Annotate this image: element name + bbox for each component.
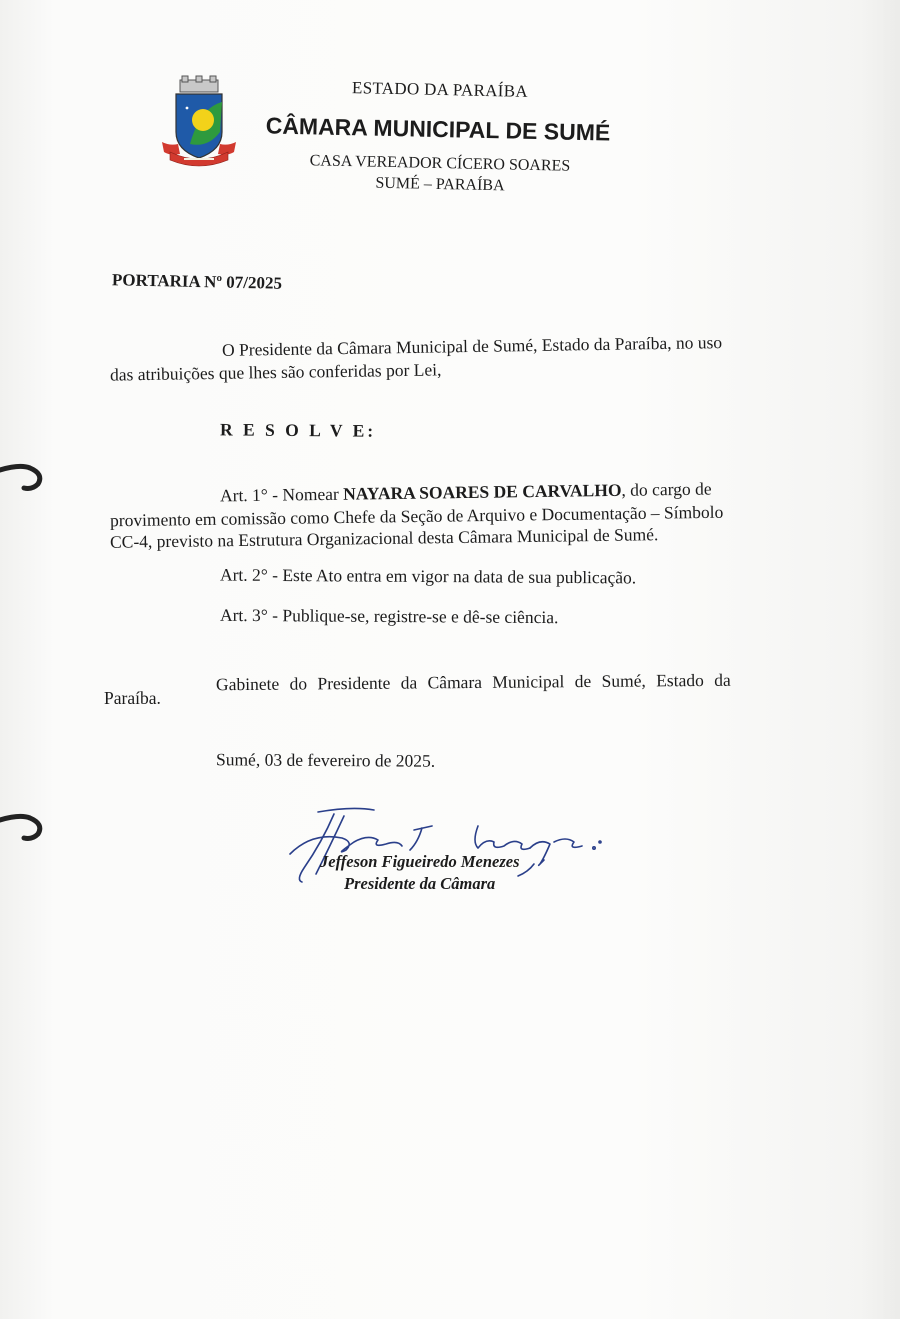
coat-of-arms-logo [160,74,238,168]
document-title: PORTARIA Nº 07/2025 [111,270,283,293]
header-institution: CÂMARA MUNICIPAL DE SUMÉ [265,112,611,146]
closing-line-2: Paraíba. [104,688,161,708]
binder-ring-icon [0,458,46,492]
article-1-line-2: provimento em comissão como Chefe da Seção de Arquivo e Documentação – Símbolo [109,501,724,531]
signer-name: Jeffeson Figueiredo Menezes [320,852,520,871]
article-1-line-3: CC-4, previsto na Estrutura Organizacional desta Câmara Municipal de Sumé. [109,524,659,552]
header-house: CASA VEREADOR CÍCERO SOARES [309,152,571,175]
header-state: ESTADO DA PARAÍBA [351,78,529,101]
preamble-line-2: das atribuições que lhes são conferidas por Lei, [109,359,442,385]
binder-ring-icon [0,808,46,842]
article-2: Art. 2° - Este Ato entra em vigor na data de sua publicação. [219,564,637,588]
preamble-line-1: O Presidente da Câmara Municipal de Sumé, Estado da Paraíba, no uso [221,332,723,360]
signer-role: Presidente da Câmara [344,874,496,893]
header-city: SUMÉ – PARAÍBA [375,174,505,195]
document-date: Sumé, 03 de fevereiro de 2025. [215,749,436,771]
closing-line-1: Gabinete do Presidente da Câmara Municipal de Sumé, Estado da [215,669,731,695]
page-edge-shadow [858,0,900,1319]
article-3: Art. 3° - Publique-se, registre-se e dê-se ciência. [219,604,559,628]
article-1-prefix: Art. 1° - Nomear [219,483,344,506]
appointee-name: NAYARA SOARES DE CARVALHO [343,479,622,504]
article-1-suffix: , do cargo de [621,478,712,500]
resolve-heading: R E S O L V E: [219,419,377,441]
